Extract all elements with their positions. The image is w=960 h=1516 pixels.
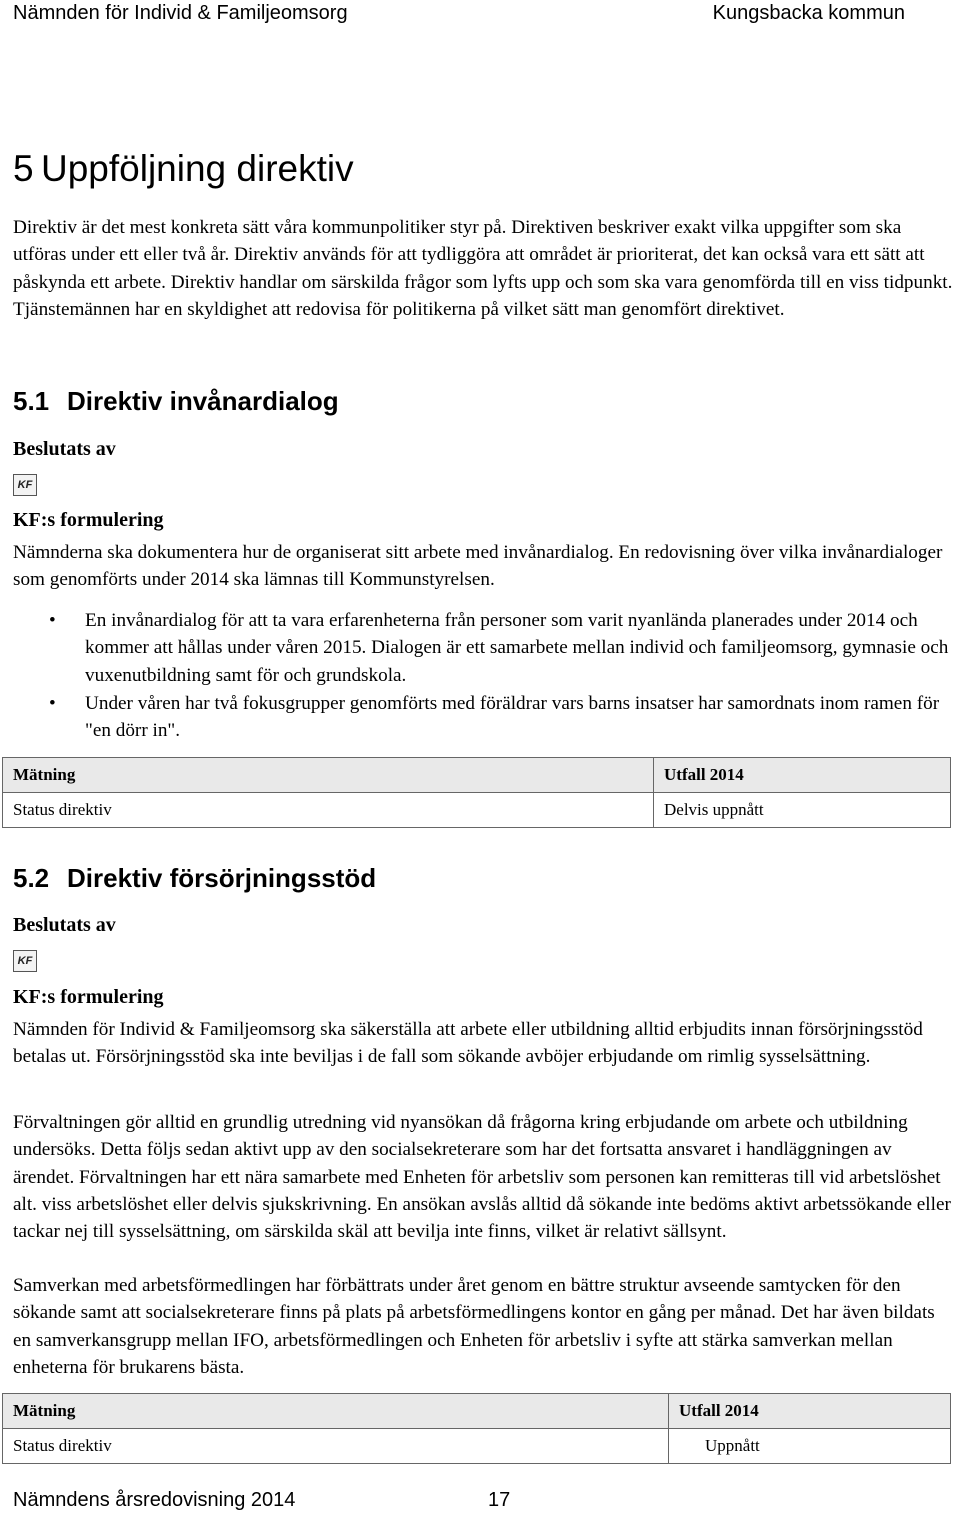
sub2-formulation: Nämnden för Individ & Familjeomsorg ska säkerställa att arbete eller utbildning alltid erbjudits innan försörjningsstöd betalas ut. Försörjningsstöd ska inte beviljas i de fall som sökande avböjer erbjudande om rimlig sysselsättning.: [13, 1019, 923, 1068]
kf-icon: KF: [13, 950, 37, 972]
sub2-heading: [13, 863, 376, 894]
table-cell-status-label: Status direktiv: [3, 1429, 669, 1464]
sub1-decided-label: Beslutats av: [13, 438, 116, 460]
sub2-decided-label: Beslutats av: [13, 914, 116, 936]
sub1-formulation-label: KF:s formulering: [13, 509, 164, 531]
sub1-number: 5.1: [13, 386, 50, 416]
sub1-title: Direktiv invånardialog: [67, 386, 339, 416]
bullet-icon: •: [49, 692, 56, 714]
header-right: Kungsbacka kommun: [712, 2, 905, 24]
sub2-paragraph-1: Förvaltningen gör alltid en grundlig utredning vid nyansökan då frågorna kring erbjudande om arbete och utbildning undersöks. Detta följs sedan aktivt upp av den socialsekreterare som har det fortsatta ansvaret i handläggningen av ärendet. Förvaltningen har ett nära samarbete med Enheten för arbetsliv som personen kan remitteras till vid arbetslöshet alt. viss arbetslöshet eller delvis sjukskrivning. En ansökan avslås alltid då sökande inte bedöms aktivt arbetssökande eller tackar nej till sysselsättning, om särskilda skäl att bevilja inte finns, vilket är relativt sällsynt.: [13, 1112, 951, 1243]
sub1-heading: [13, 386, 339, 417]
footer-title: Nämndens årsredovisning 2014: [13, 1489, 296, 1511]
sub1-bullet-list: [13, 607, 958, 745]
sub1-bullet-2: Under våren har två fokusgrupper genomförts med föräldrar vars barns insatser har samordnats inom ramen för "en dörr in".: [85, 692, 940, 742]
table-header-outcome: Utfall 2014: [669, 1394, 951, 1429]
section-intro: Direktiv är det mest konkreta sätt våra kommunpolitiker styr på. Direktiven beskriver exakt vilka uppgifter som ska utföras under ett eller två år. Direktiv används för att tydliggöra att området är prioriterat, det kan också vara ett sätt att påskynda ett arbete. Direktiv handlar om särskilda frågor som lyfts upp och som ska vara genomförda till en viss tidpunkt. Tjänstemännen har en skyldighet att redovisa för politikerna på vilket sätt man genomfört direktivet.: [13, 217, 953, 320]
section-heading: [13, 148, 354, 190]
list-item: [13, 690, 958, 745]
header-left: Nämnden för Individ & Familjeomsorg: [13, 2, 348, 24]
sub2-title: Direktiv försörjningsstöd: [67, 863, 377, 893]
sub2-formulation-label: KF:s formulering: [13, 986, 164, 1008]
table-row: [3, 1429, 951, 1464]
page-number: 17: [488, 1489, 511, 1511]
sub2-measurement-table: [2, 1393, 951, 1464]
table-cell-status-label: Status direktiv: [3, 793, 654, 828]
sub2-number: 5.2: [13, 863, 50, 893]
table-header-outcome: Utfall 2014: [654, 758, 951, 793]
sub1-measurement-table: [2, 757, 951, 828]
kf-icon: KF: [13, 474, 37, 496]
list-item: [13, 607, 958, 689]
table-cell-status-value: Uppnått: [669, 1429, 951, 1464]
section-title: Uppföljning direktiv: [41, 148, 354, 189]
table-row: [3, 1394, 951, 1429]
sub1-bullet-1: En invånardialog för att ta vara erfarenheterna från personer som varit nyanlända planerades under 2014 och kommer att hållas under våren 2015. Dialogen är ett samarbete mellan individ och familjeomsorg, gymnasie och vuxenutbildning samt för och grundskola.: [85, 610, 949, 686]
table-cell-status-value: Delvis uppnått: [654, 793, 951, 828]
section-number: 5: [13, 148, 34, 189]
bullet-icon: •: [49, 610, 56, 631]
sub1-formulation: Nämnderna ska dokumentera hur de organiserat sitt arbete med invånardialog. En redovisning över vilka invånardialoger som genomförts under 2014 ska lämnas till Kommunstyrelsen.: [13, 542, 943, 591]
table-row: [3, 758, 951, 793]
sub2-paragraph-2: Samverkan med arbetsförmedlingen har förbättrats under året genom en bättre struktur avseende samtycken för den sökande samt att socialsekreterare finns på plats på arbetsförmedlingens kontor en gång per månad. Det har även bildats en samverkansgrupp mellan IFO, arbetsförmedlingen och Enheten för arbetsliv i syfte att stärka samverkan mellan enheterna för brukarens bästa.: [13, 1275, 935, 1378]
table-row: [3, 793, 951, 828]
table-header-measurement: Mätning: [3, 758, 654, 793]
table-header-measurement: Mätning: [3, 1394, 669, 1429]
